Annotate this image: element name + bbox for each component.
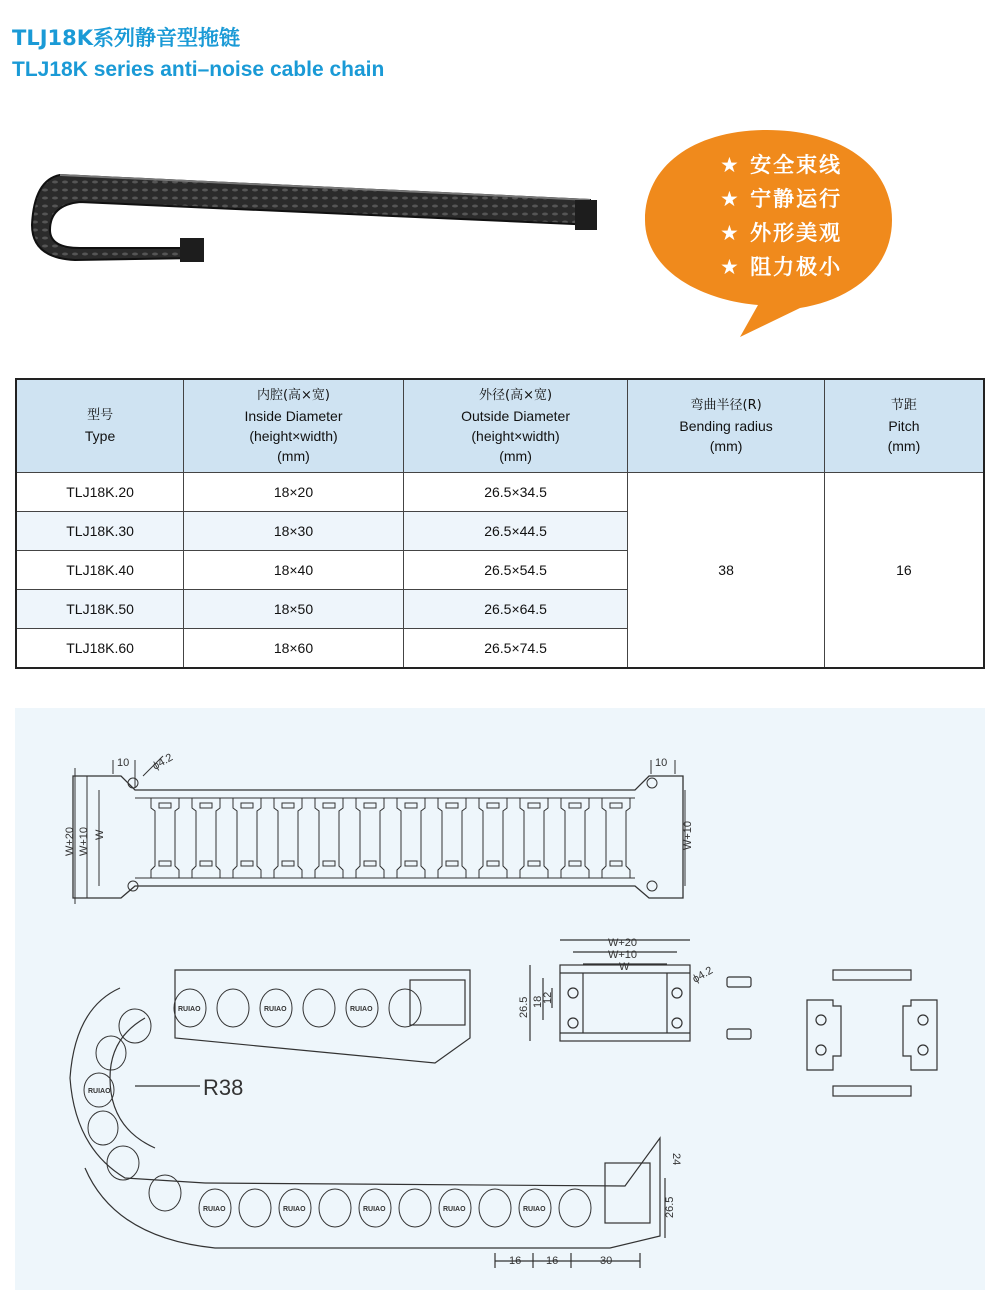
top-view [73,756,685,904]
header-bending-radius: 弯曲半径(R) Bending radius (mm) [628,379,825,473]
table-header-row [16,379,984,473]
dim-label: 12 [542,991,554,1004]
cell-inside: 18×50 [184,590,404,629]
dim-label: R38 [203,1075,244,1100]
dim-label: W+20 [608,937,638,949]
cell-outside: 26.5×34.5 [403,473,628,512]
cell-type: TLJ18K.50 [16,590,184,629]
dim-label: 26.5 [518,996,530,1018]
title-english: TLJ18K series anti–noise cable chain [12,58,385,81]
dim-label: ϕ4.2 [690,964,716,986]
link-parts [807,970,937,1096]
dim-label: 16 [509,1255,522,1267]
link-label: RUIAO [178,1006,201,1013]
link-label: RUIAO [363,1206,386,1213]
feature-list [720,148,890,284]
cell-type: TLJ18K.30 [16,512,184,551]
link-label: RUIAO [264,1006,287,1013]
link-label: RUIAO [203,1206,226,1213]
dim-label: W+20 [64,826,76,856]
dim-label: 10 [655,757,668,769]
link-label: RUIAO [283,1206,306,1213]
cell-type: TLJ18K.60 [16,629,184,669]
dim-label: W [619,961,630,973]
feature-item: ★ 外形美观 [720,221,843,245]
link-label: RUIAO [443,1206,466,1213]
drawing-canvas [15,708,985,1290]
header-type: 型号 Type [16,379,184,473]
cell-type: TLJ18K.40 [16,551,184,590]
cell-inside: 18×60 [184,629,404,669]
table-row [16,473,984,512]
dim-label: 10 [117,757,130,769]
cell-outside: 26.5×44.5 [403,512,628,551]
dim-label: W+10 [608,949,638,961]
feature-item: ★ 阻力极小 [720,255,843,279]
dim-label: 18 [532,995,544,1008]
product-photo [20,130,610,280]
dim-label: W [94,829,106,840]
feature-item: ★ 安全束线 [720,153,843,177]
title-chinese: TLJ18K系列静音型拖链 [12,26,241,50]
cell-outside: 26.5×64.5 [403,590,628,629]
dim-label: ϕ4.2 [150,751,176,773]
cell-inside: 18×30 [184,512,404,551]
cell-outside: 26.5×54.5 [403,551,628,590]
side-view [70,970,665,1268]
header-pitch: 节距 Pitch (mm) [824,379,984,473]
side-view-links [84,989,591,1227]
cell-outside: 26.5×74.5 [403,629,628,669]
dim-label: W+10 [682,820,694,850]
link-label: RUIAO [350,1006,373,1013]
dim-label: 26.5 [664,1196,676,1218]
link-label: RUIAO [88,1088,111,1095]
header-inside-diameter: 内腔(高×宽) Inside Diameter (height×width) (mm) [184,379,404,473]
dim-label: 24 [670,1153,682,1166]
cell-bending-radius: 38 [628,473,825,669]
cell-type: TLJ18K.20 [16,473,184,512]
cell-inside: 18×20 [184,473,404,512]
dim-label: W+10 [78,826,90,856]
cross-section [530,940,751,1041]
technical-drawing [15,708,985,1290]
dim-label: 30 [600,1255,613,1267]
feature-item: ★ 宁静运行 [720,187,843,211]
spec-table [15,378,985,669]
link-label: RUIAO [523,1206,546,1213]
header-outside-diameter: 外径(高×宽) Outside Diameter (height×width) (mm) [403,379,628,473]
cell-pitch: 16 [824,473,984,669]
cell-inside: 18×40 [184,551,404,590]
dim-label: 16 [546,1255,559,1267]
